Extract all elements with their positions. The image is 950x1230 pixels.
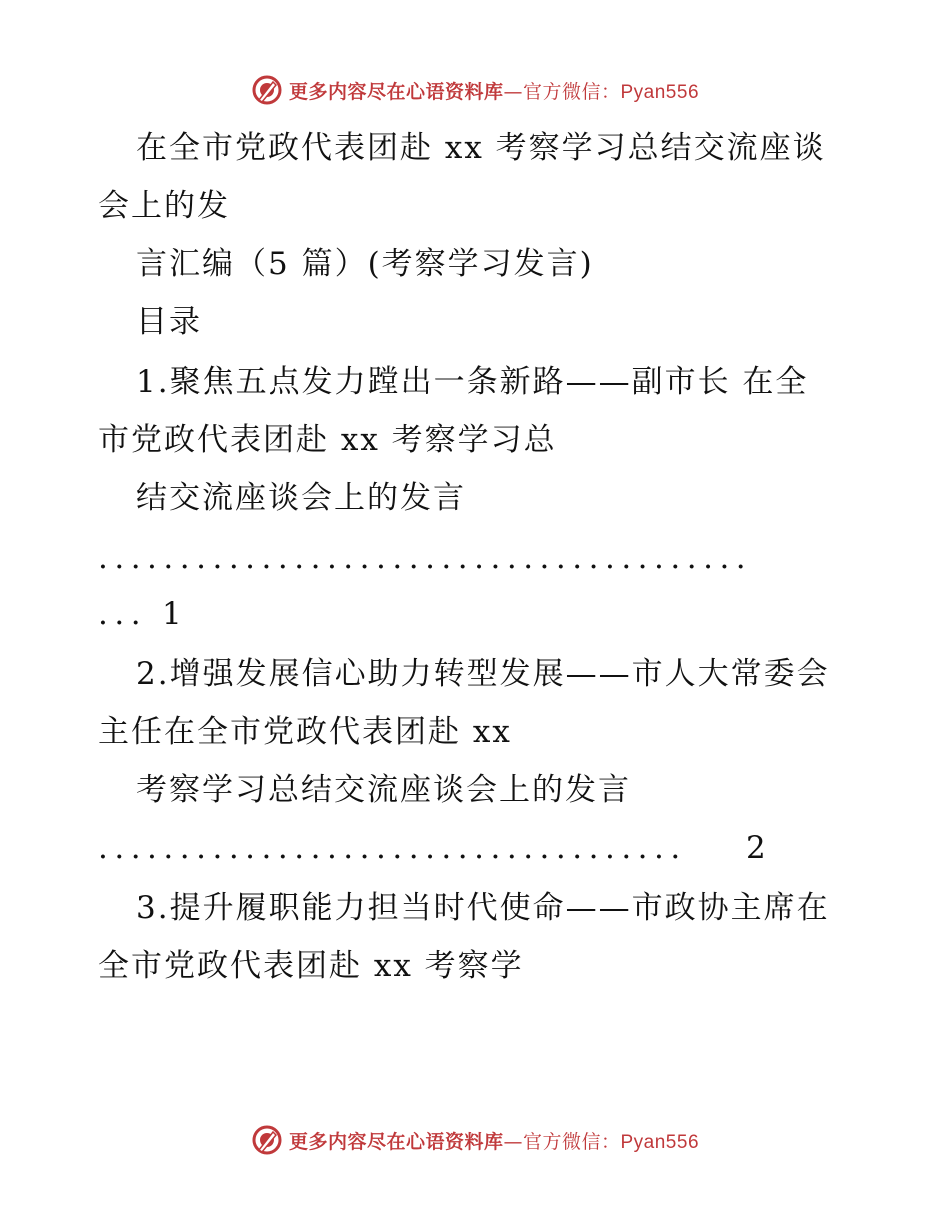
watermark-brand: 更多内容尽在心语资料库	[288, 80, 504, 103]
toc-item-1-leader-dots-cont: ...	[98, 596, 148, 632]
toc-item-2-page-number[interactable]: 2	[746, 830, 766, 866]
watermark-dash: —	[503, 80, 523, 103]
toc-item-1-page-number[interactable]: 1	[162, 596, 182, 632]
toc-item-3-line-2[interactable]: 全市党政代表团赴 xx 考察学	[98, 948, 524, 984]
watermark-account: 官方微信：Pyan556	[523, 81, 700, 103]
toc-item-2-leader-dots: ....................................	[98, 830, 687, 866]
toc-item-2-line-3[interactable]: 考察学习总结交流座谈会上的发言	[136, 772, 631, 808]
pen-nib-circle-icon	[251, 1124, 283, 1156]
watermark-account: 官方微信：Pyan556	[523, 1131, 700, 1153]
header-watermark	[0, 70, 950, 110]
toc-heading: 目录	[136, 304, 202, 340]
toc-item-1-line-1[interactable]: 1.聚焦五点发力蹚出一条新路——副市长 在全	[136, 364, 809, 400]
toc-item-1-leader-dots: ........................................	[98, 540, 753, 576]
doc-title-line-1: 在全市党政代表团赴 xx 考察学习总结交流座谈	[136, 130, 826, 166]
watermark-brand: 更多内容尽在心语资料库	[288, 1130, 504, 1153]
doc-title-line-3: 言汇编（5 篇）(考察学习发言)	[136, 246, 594, 282]
toc-item-2-line-2[interactable]: 主任在全市党政代表团赴 xx	[98, 714, 512, 750]
watermark-dash: —	[503, 1130, 523, 1153]
pen-nib-circle-icon	[251, 74, 283, 106]
toc-item-2-line-1[interactable]: 2.增强发展信心助力转型发展——市人大常委会	[136, 656, 830, 692]
doc-title-line-2: 会上的发	[98, 188, 230, 224]
toc-item-1-line-3[interactable]: 结交流座谈会上的发言	[136, 480, 466, 516]
toc-item-1-line-2[interactable]: 市党政代表团赴 xx 考察学习总	[98, 422, 557, 458]
footer-watermark	[0, 1120, 950, 1160]
toc-item-3-line-1[interactable]: 3.提升履职能力担当时代使命——市政协主席在	[136, 890, 830, 926]
